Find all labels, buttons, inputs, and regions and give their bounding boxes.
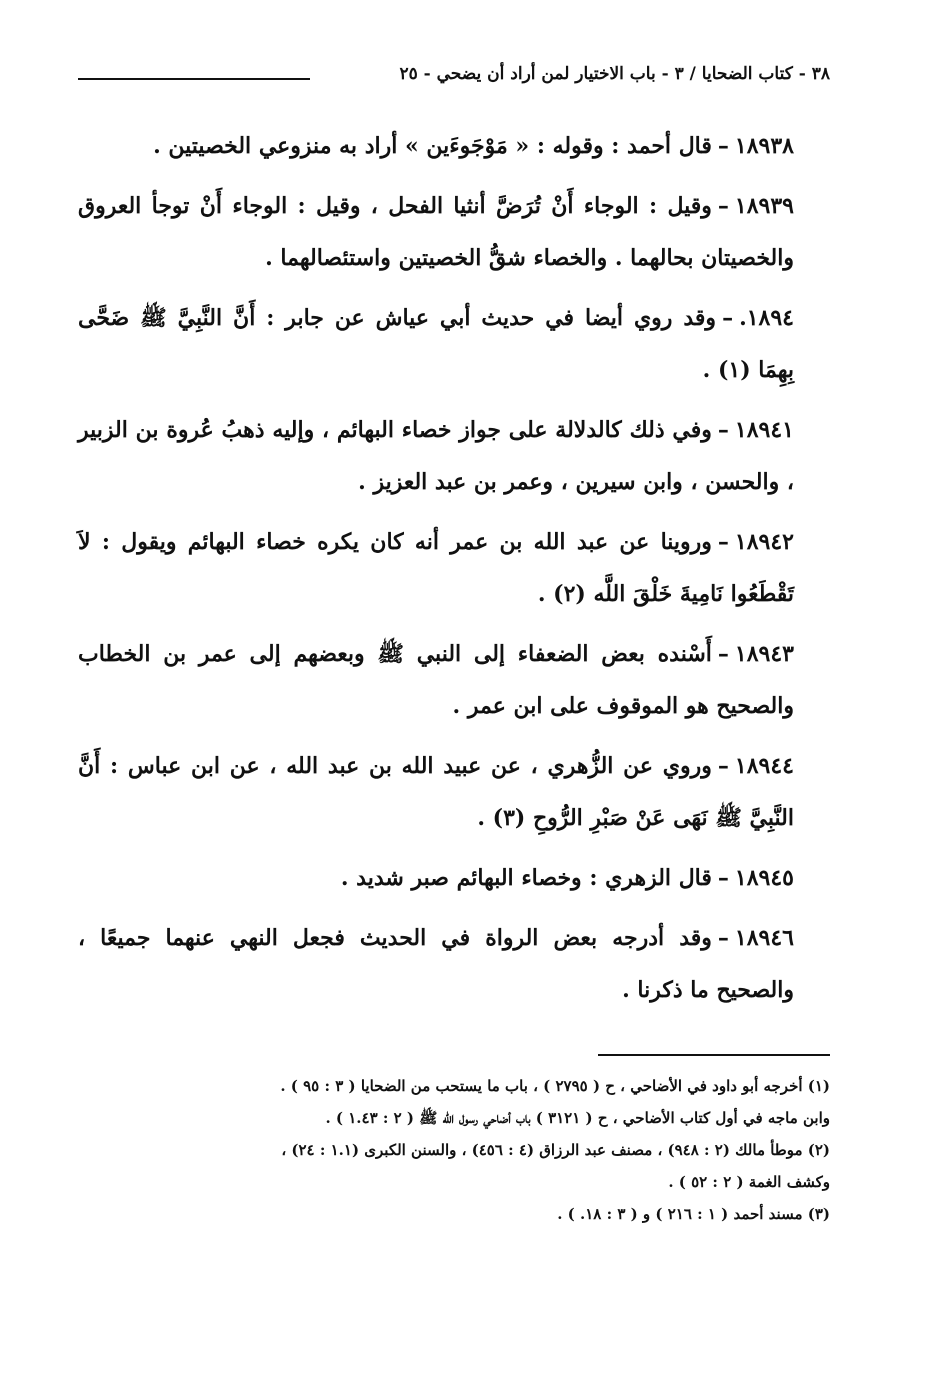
footnotes — [78, 1070, 830, 1230]
paragraph-text: وقد أدرجه بعض الرواة في الحديث فجعل النهي عنهما جميعًا ، والصحيح ما ذكرنا . — [78, 925, 794, 1003]
paragraph-18939 — [78, 180, 830, 284]
paragraph-number: ١٨٩٤٦ — [734, 925, 794, 951]
paragraph-number: ١٨٩٤٤ — [734, 753, 794, 779]
paragraph-18944 — [78, 740, 830, 844]
header-rule — [78, 78, 310, 80]
footnote-1-continued: وابن ماجه في أول كتاب الأضاحي ، ح ( ٣١٢١ ) باب أضاحي رسول الله ﷺ ( ٢ : ١.٤٣ ) . — [325, 1109, 830, 1127]
paragraph-18945 — [78, 852, 830, 904]
dash: – — [717, 925, 729, 951]
paragraph-18938 — [78, 120, 830, 172]
paragraph-text: قال أحمد : وقوله : « مَوْجَوءَين » أراد به منزوعي الخصيتين . — [153, 133, 712, 159]
dash: – — [717, 193, 729, 219]
paragraph-text: وروي عن الزُّهري ، عن عبيد الله بن عبد الله ، عن ابن عباس : أَنَّ النَّبِيَّ ﷺ نَهَى عَنْ صَبْرِ الرُّوحِ (٣) . — [78, 753, 794, 831]
paragraph-number: ١٨٩٤٥ — [734, 865, 794, 891]
paragraph-number: ١٨٩٤٢ — [734, 529, 794, 555]
dash: – — [717, 865, 729, 891]
paragraph-18941 — [78, 404, 830, 508]
paragraph-18940 — [78, 292, 830, 396]
dash: – — [722, 305, 734, 331]
paragraph-text: وقد روي أيضا في حديث أبي عياش عن جابر : أَنَّ النَّبِيَّ ﷺ ضَحَّى بِهِمَا (١) . — [78, 305, 794, 383]
paragraph-18946 — [78, 912, 830, 1016]
header-title: ٣٨ - كتاب الضحايا / ٣ - باب الاختيار لمن أراد أن يضحي - ٢٥ — [399, 64, 830, 84]
paragraph-18942 — [78, 516, 830, 620]
paragraph-18943 — [78, 628, 830, 732]
paragraph-number: ١٨٩٤. — [739, 305, 794, 331]
book-page — [78, 56, 830, 1356]
dash: – — [717, 417, 729, 443]
footnote-3: (٣) مسند أحمد ( ١ : ٢١٦ ) و ( ٣ : ١٨. ) . — [557, 1205, 830, 1223]
dash: – — [717, 641, 729, 667]
footnote-separator-wrap — [78, 1024, 830, 1056]
paragraph-number: ١٨٩٣٩ — [734, 193, 794, 219]
dash: – — [717, 133, 729, 159]
dash: – — [717, 753, 729, 779]
paragraph-text: قال الزهري : وخصاء البهائم صبر شديد . — [340, 865, 712, 891]
paragraph-number: ١٨٩٣٨ — [734, 133, 794, 159]
dash: – — [717, 529, 729, 555]
paragraph-text: وقيل : الوجاء أَنْ تُرَضَّ أنثيا الفحل ، وقيل : الوجاء أَنْ توجأ العروق والخصيتان بحالهما . والخصاء شقُّ الخصيتين واستئصالهما . — [78, 193, 794, 271]
main-text — [78, 120, 830, 1016]
paragraph-text: أَسْنده بعض الضعفاء إلى النبي ﷺ وبعضهم إلى عمر بن الخطاب والصحيح هو الموقوف على ابن عمر . — [78, 641, 794, 719]
footnote-separator — [598, 1054, 830, 1056]
paragraph-number: ١٨٩٤٣ — [734, 641, 794, 667]
running-header — [78, 56, 830, 92]
footnote-2-continued: وكشف الغمة ( ٢ : ٥٢ ) . — [668, 1173, 830, 1191]
paragraph-text: وروينا عن عبد الله بن عمر أنه كان يكره خصاء البهائم ويقول : لاَ تَقْطَعُوا نَامِيةَ خَلْقَ اللَّه (٢) . — [78, 529, 794, 607]
paragraph-number: ١٨٩٤١ — [734, 417, 794, 443]
paragraph-text: وفي ذلك كالدلالة على جواز خصاء البهائم ، وإليه ذهبُ عُروة بن الزبير ، والحسن ، وابن سيرين ، وعمر بن عبد العزيز . — [78, 417, 794, 495]
footnote-2: (٢) موطأ مالك (٢ : ٩٤٨) ، مصنف عبد الرزاق (٤ : ٤٥٦) ، والسنن الكبرى (١.١ : ٢٤) ، — [281, 1141, 830, 1159]
footnote-1: (١) أخرجه أبو داود في الأضاحي ، ح ( ٢٧٩٥ ) ، باب ما يستحب من الضحايا ( ٣ : ٩٥ ) . — [280, 1077, 830, 1095]
